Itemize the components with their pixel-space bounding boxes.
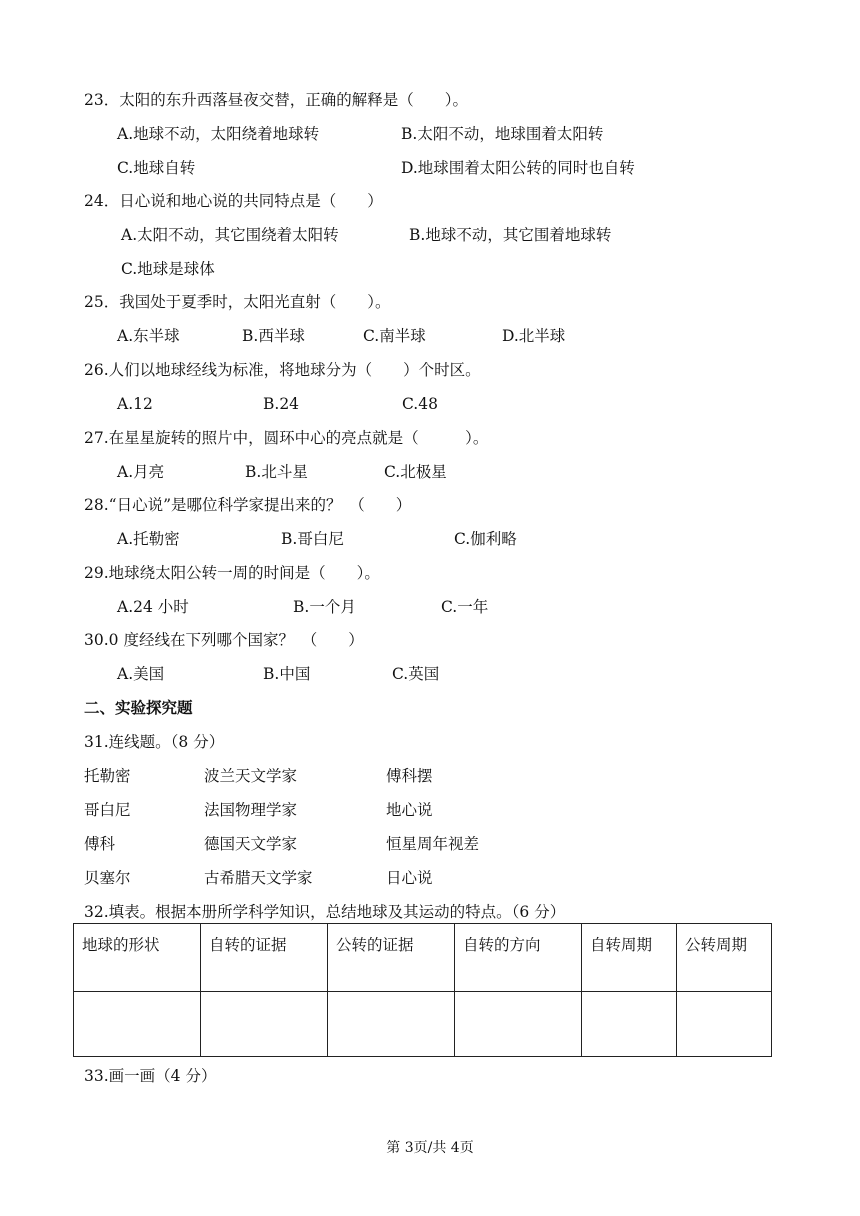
answer-cell-revolution-evidence[interactable] [328,992,455,1057]
q27-option-b: B.北斗星 [245,463,308,481]
question-28: 28.“日心说”是哪位科学家提出来的？ （ ） [84,496,412,514]
q26-option-b: B.24 [263,395,300,413]
q25-option-a: A.东半球 [117,327,180,345]
table-header-rotation-direction: 自转的方向 [455,924,582,992]
match-right-1: 傅科摆 [386,767,433,785]
question-30: 30.0 度经线在下列哪个国家？ （ ） [84,631,364,649]
match-mid-2: 法国物理学家 [204,801,298,819]
table-header-rotation-period: 自转周期 [582,924,677,992]
q29-option-a: A.24 小时 [117,598,189,616]
q23-option-a: A.地球不动，太阳绕着地球转 [117,125,320,143]
q28-option-b: B.哥白尼 [281,530,344,548]
answer-cell-shape[interactable] [74,992,201,1057]
question-24: 24．日心说和地心说的共同特点是（ ） [84,192,383,210]
table-header-shape: 地球的形状 [74,924,201,992]
answer-cell-rotation-direction[interactable] [455,992,582,1057]
question-23: 23．太阳的东升西落昼夜交替，正确的解释是（ ）。 [84,91,468,109]
q29-option-c: C.一年 [441,598,489,616]
match-mid-4: 古希腊天文学家 [204,869,313,887]
question-27: 27.在星星旋转的照片中，圆环中心的亮点就是（ ）。 [84,429,489,447]
question-32: 32.填表。根据本册所学科学知识，总结地球及其运动的特点。（6 分） [84,903,566,921]
match-left-2: 哥白尼 [84,801,131,819]
q27-option-c: C.北极星 [384,463,447,481]
q28-option-c: C.伽利略 [454,530,517,548]
question-29: 29.地球绕太阳公转一周的时间是（ ）。 [84,564,380,582]
match-right-2: 地心说 [386,801,433,819]
q30-option-b: B.中国 [263,665,311,683]
q23-option-c: C.地球自转 [117,159,196,177]
q24-option-b: B.地球不动，其它围着地球转 [409,226,612,244]
q23-option-d: D.地球围着太阳公转的同时也自转 [401,159,635,177]
q29-option-b: B.一个月 [293,598,356,616]
q25-option-d: D.北半球 [502,327,566,345]
match-left-1: 托勒密 [84,767,131,785]
q24-option-c: C.地球是球体 [121,260,215,278]
table-header-rotation-evidence: 自转的证据 [201,924,328,992]
answer-cell-rotation-evidence[interactable] [201,992,328,1057]
q26-option-a: A.12 [117,395,153,413]
table-header-revolution-evidence: 公转的证据 [328,924,455,992]
earth-features-table [73,923,772,1057]
q24-option-a: A.太阳不动，其它围绕着太阳转 [121,226,339,244]
table-header-revolution-period: 公转周期 [677,924,772,992]
q30-option-a: A.美国 [117,665,165,683]
question-25: 25．我国处于夏季时，太阳光直射（ ）。 [84,293,391,311]
answer-cell-rotation-period[interactable] [582,992,677,1057]
q25-option-c: C.南半球 [363,327,426,345]
q27-option-a: A.月亮 [117,463,165,481]
question-26: 26.人们以地球经线为标准，将地球分为（ ）个时区。 [84,361,481,379]
answer-cell-revolution-period[interactable] [677,992,772,1057]
q28-option-a: A.托勒密 [117,530,180,548]
q25-option-b: B.西半球 [242,327,305,345]
q26-option-c: C.48 [402,395,438,413]
question-33: 33.画一画（4 分） [84,1067,217,1085]
q23-option-b: B.太阳不动，地球围着太阳转 [401,125,604,143]
match-left-4: 贝塞尔 [84,869,131,887]
page-footer: 第 3页/共 4页 [386,1140,474,1156]
match-right-4: 日心说 [386,869,433,887]
section-2-heading: 二、实验探究题 [84,699,193,717]
match-right-3: 恒星周年视差 [386,835,480,853]
match-mid-1: 波兰天文学家 [204,767,298,785]
question-31: 31.连线题。（8 分） [84,733,225,751]
match-left-3: 傅科 [84,835,116,853]
match-mid-3: 德国天文学家 [204,835,298,853]
q30-option-c: C.英国 [392,665,440,683]
